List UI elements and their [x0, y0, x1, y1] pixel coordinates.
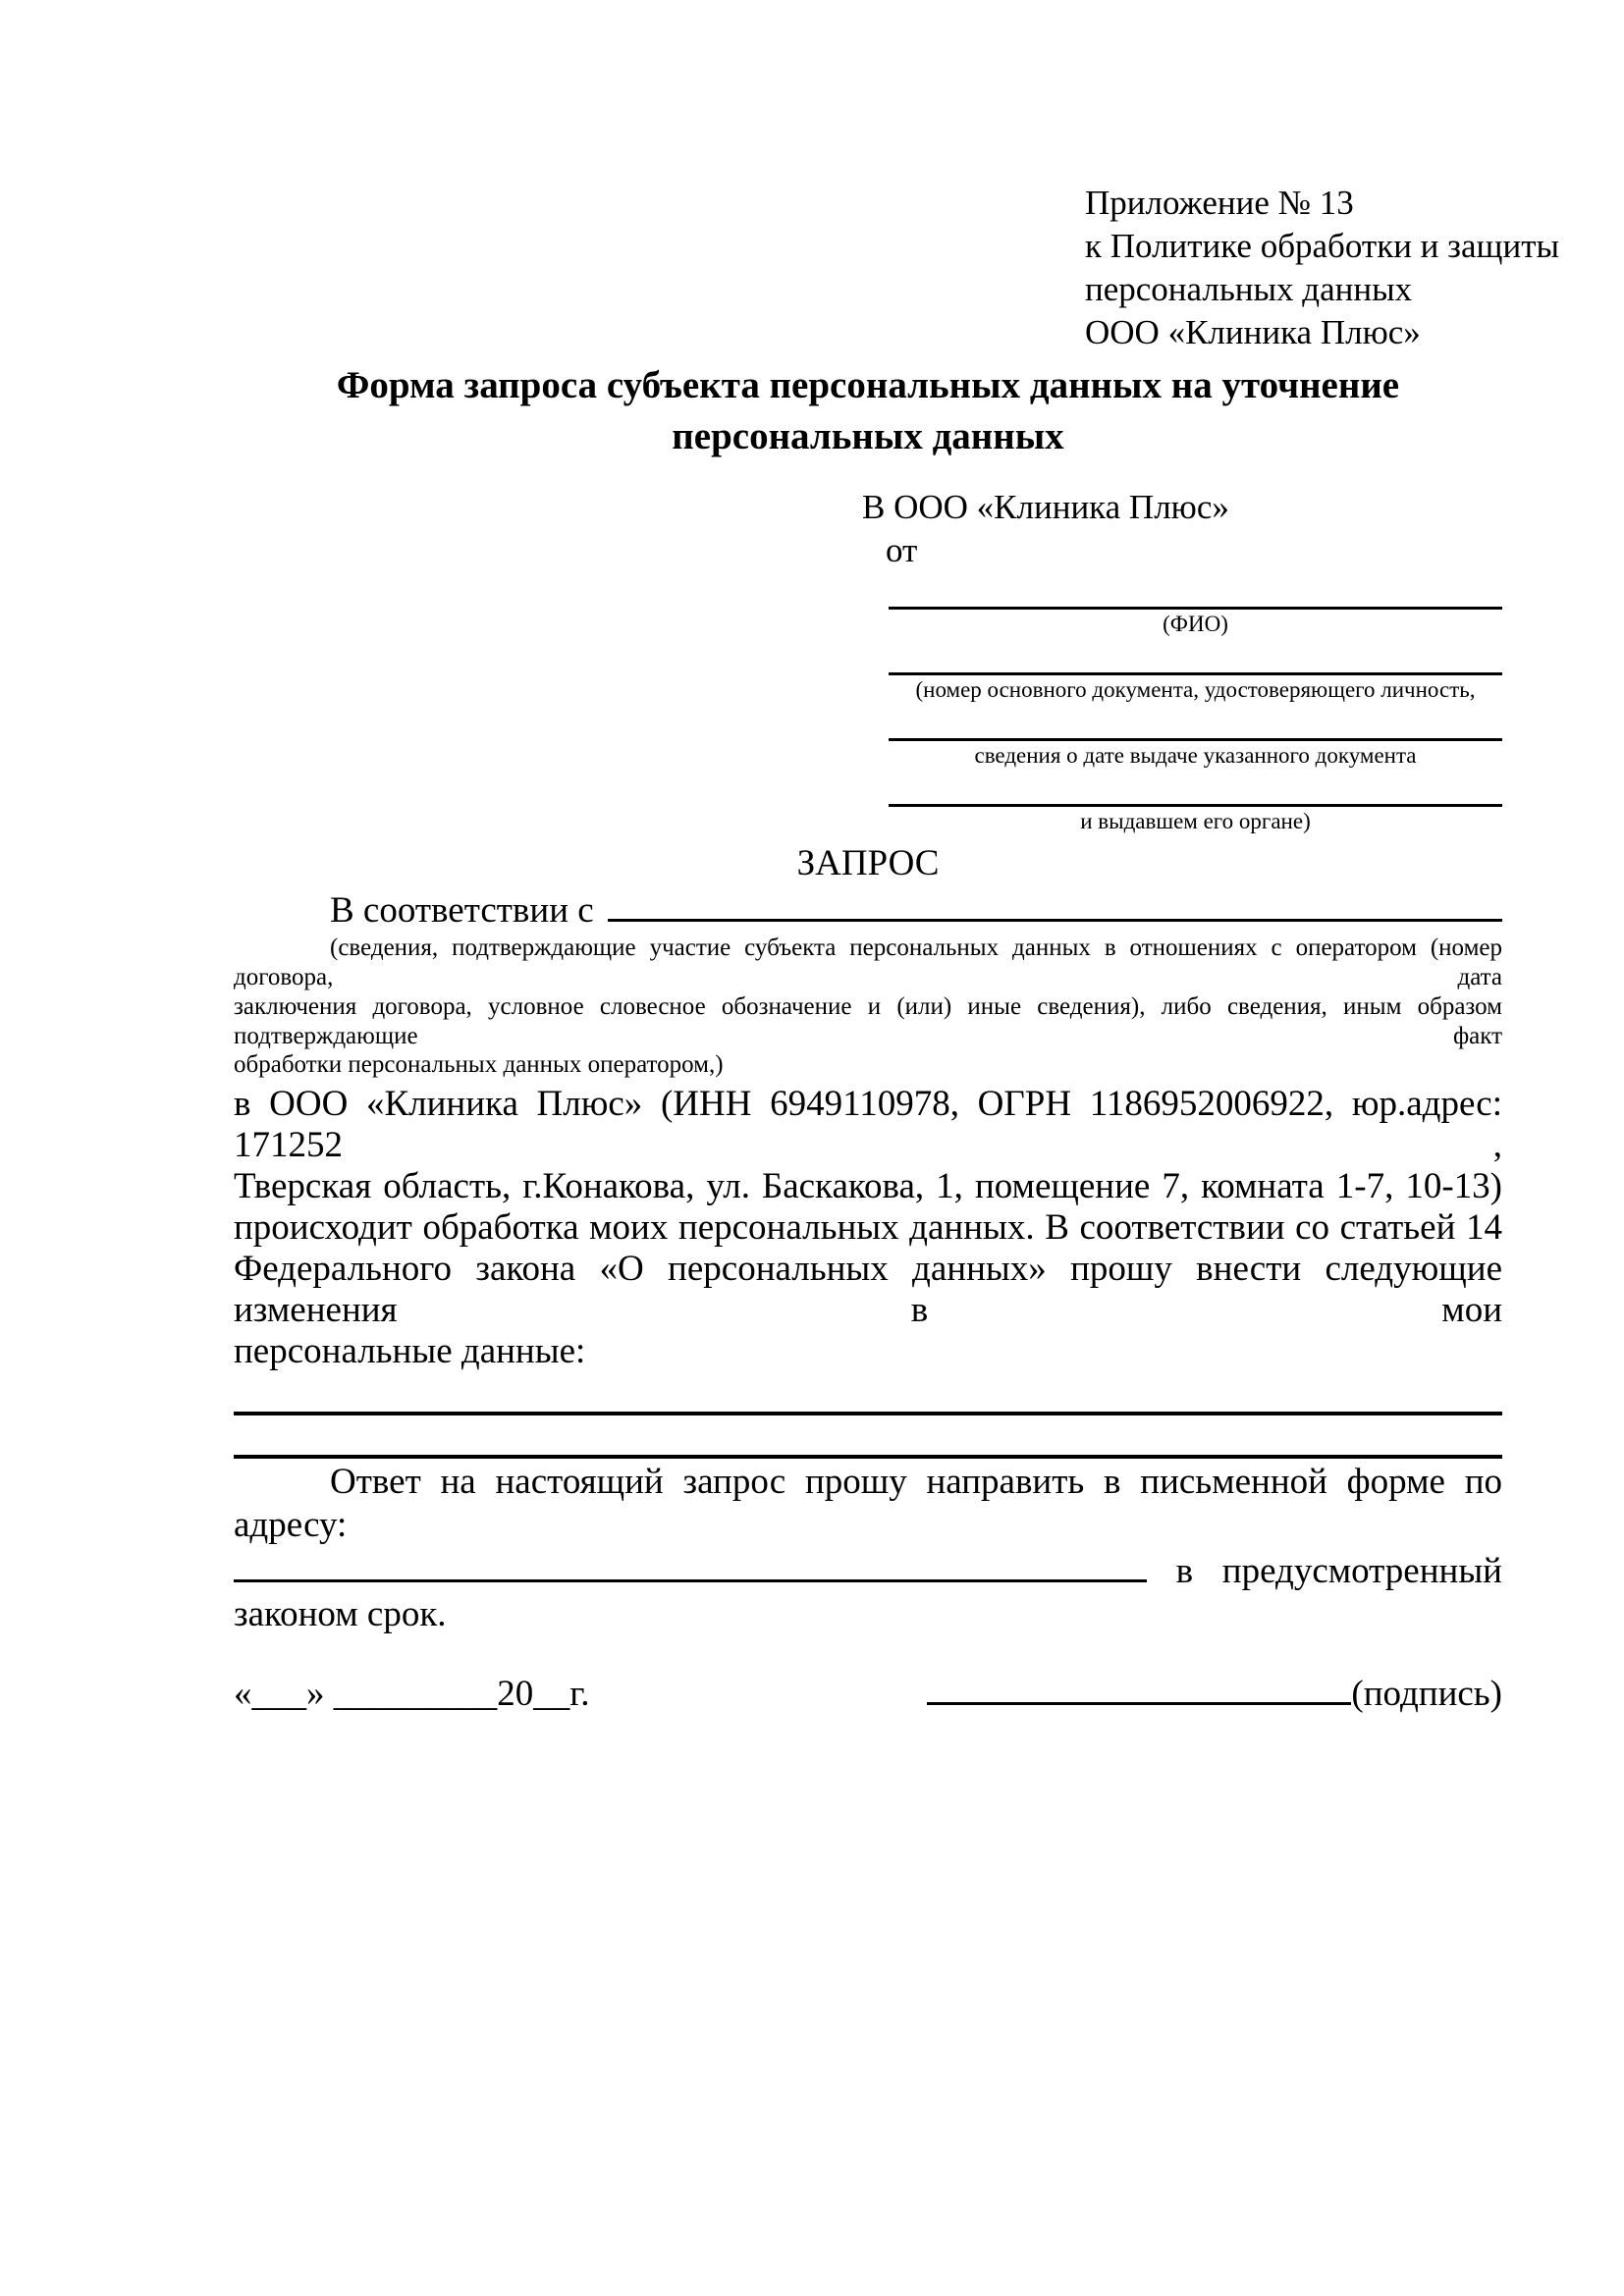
body-line: персональные данные:	[234, 1330, 586, 1371]
answer-line: Ответ на настоящий запрос прошу направить в письменной форме по адресу:	[234, 1461, 1502, 1545]
answer-address-row	[234, 1547, 1502, 1593]
address-blank-line	[234, 1547, 1147, 1582]
basis-note	[234, 934, 1502, 1080]
answer-word: в	[1175, 1550, 1194, 1591]
fio-blank-line	[889, 572, 1502, 610]
issue-date-caption: сведения о дате выдаче указанного документа	[974, 743, 1417, 768]
basis-blank-line	[608, 884, 1502, 922]
changes-blank-line	[234, 1372, 1502, 1415]
note-line: заключения договора, условное словесное обозначение и (или) иные сведения), либо сведения, иным образом подтверждающие факт	[234, 993, 1502, 1049]
changes-blank-line	[234, 1415, 1502, 1459]
id-document-caption: (номер основного документа, удостоверяющего личность,	[915, 677, 1476, 702]
body-line: Федерального закона «О персональных данных» прошу внести следующие изменения в мои	[234, 1248, 1502, 1330]
body-line: Тверская область, г.Конакова, ул. Баскакова, 1, помещение 7, комната 1-7, 10-13)	[234, 1165, 1502, 1206]
note-line: обработки персональных данных оператором,)	[234, 1051, 724, 1078]
body-line: происходит обработка моих персональных данных. В соответствии со статьей 14	[234, 1206, 1502, 1248]
addressee-block	[862, 486, 1502, 835]
header-note-line: Приложение № 13	[1085, 184, 1354, 222]
issue-date-field	[889, 704, 1502, 770]
signature-group	[927, 1670, 1502, 1717]
id-document-blank-line	[889, 638, 1502, 675]
request-body	[234, 1084, 1502, 1372]
basis-label: В соответствии с	[330, 890, 594, 931]
note-line: (сведения, подтверждающие участие субъекта персональных данных в отношениях с оператором (номер договора, дата	[234, 934, 1502, 990]
basis-row	[234, 884, 1502, 934]
fio-field	[889, 572, 1502, 638]
header-note-line: к Политике обработки и защиты	[1085, 227, 1560, 265]
addressee-to: В ООО «Клиника Плюс»	[862, 488, 1229, 526]
header-note-line: ООО «Клиника Плюс»	[1085, 313, 1421, 351]
header-note	[1085, 182, 1560, 354]
answer-paragraph	[234, 1461, 1502, 1636]
footer-row	[234, 1670, 1502, 1717]
issuing-authority-field	[889, 770, 1502, 835]
issuing-authority-caption: и выдавшем его органе)	[1080, 809, 1311, 833]
addressee-from-label: от	[886, 531, 918, 569]
signature-caption: (подпись)	[1351, 1673, 1502, 1714]
answer-word: предусмотренный	[1221, 1550, 1502, 1591]
issue-date-blank-line	[889, 704, 1502, 741]
page-title: Форма запроса субъекта персональных данных на уточнение персональных данных	[336, 364, 1400, 457]
id-document-field	[889, 638, 1502, 704]
answer-tail: законом срок.	[234, 1593, 447, 1634]
fio-caption: (ФИО)	[1163, 612, 1228, 636]
body-line: в ООО «Клиника Плюс» (ИНН 6949110978, ОГРН 1186952006922, юр.адрес: 171252 ,	[234, 1083, 1502, 1165]
date-line: «___» _________20__г.	[234, 1673, 590, 1714]
issuing-authority-blank-line	[889, 770, 1502, 807]
request-heading: ЗАПРОС	[796, 843, 940, 883]
signature-blank-line	[927, 1670, 1351, 1705]
header-note-line: персональных данных	[1085, 270, 1413, 308]
